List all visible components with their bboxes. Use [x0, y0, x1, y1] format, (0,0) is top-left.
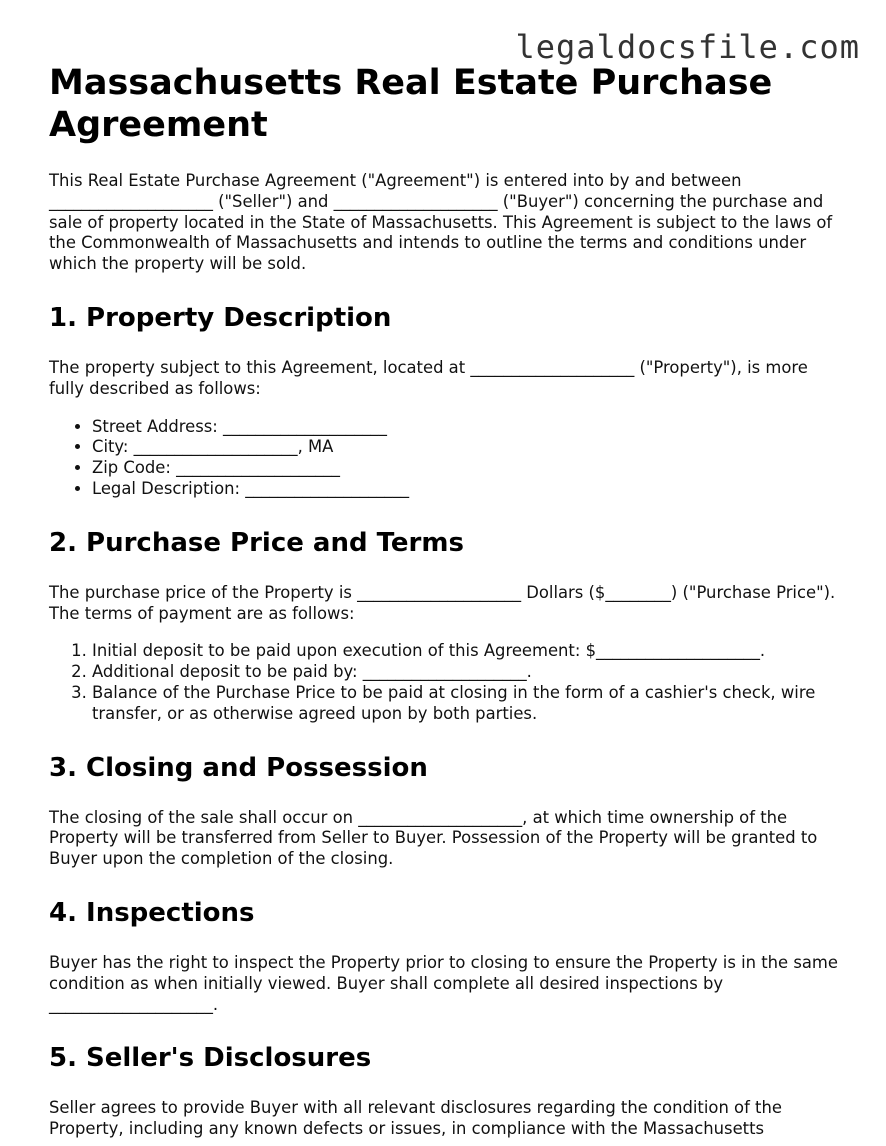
list-item: • Street Address: ____________________ — [92, 417, 839, 438]
list-item: • City: ____________________, MA — [92, 437, 839, 458]
section-text-closing: The closing of the sale shall occur on ____________________, at which time ownership of the Property will be transferred from Seller to Buyer. Possession of the Property will be granted to Buyer upon the completion of the closing. — [49, 807, 818, 869]
section-heading-disclosures: 5. Seller's Disclosures — [49, 1043, 372, 1074]
list-item: 2. Additional deposit to be paid by: ____________________. — [92, 662, 839, 683]
list-item: • Legal Description: ____________________ — [92, 479, 839, 500]
section-text-property-description: The property subject to this Agreement, located at ____________________ ("Property"), is more fully described as follows: — [49, 357, 808, 398]
section-heading-purchase-price: 2. Purchase Price and Terms — [49, 527, 464, 558]
section-text-purchase-price: The purchase price of the Property is ____________________ Dollars ($________) ("Purchase Price"). The terms of payment are as follows: — [49, 582, 836, 623]
section-text-inspections: Buyer has the right to inspect the Property prior to closing to ensure the Property is in the same condition as when initially viewed. Buyer shall complete all desired inspections by ____________________. — [49, 952, 838, 1014]
document-body — [49, 62, 839, 1140]
section-heading-property-description: 1. Property Description — [49, 302, 392, 333]
payment-terms-list — [49, 641, 839, 724]
section-heading-closing: 3. Closing and Possession — [49, 752, 428, 783]
list-item: 1. Initial deposit to be paid upon execution of this Agreement: $____________________. — [92, 641, 839, 662]
intro-paragraph: This Real Estate Purchase Agreement ("Agreement") is entered into by and between ____________________ ("Seller") and ____________________ ("Buyer") concerning the purchase and sale of property located in the State of Massachusetts. This Agreement is subject to the laws of the Commonwealth of Massachusetts and intends to outline the terms and conditions under which the property will be sold. — [49, 171, 833, 274]
section-text-disclosures: Seller agrees to provide Buyer with all relevant disclosures regarding the condition of the Property, including any known defects or issues, in compliance with the Massachusetts — [49, 1098, 782, 1139]
list-item: 3. Balance of the Purchase Price to be paid at closing in the form of a cashier's check, wire transfer, or as otherwise agreed upon by both parties. — [92, 683, 839, 725]
document-title: Massachusetts Real Estate Purchase Agreement — [49, 63, 773, 145]
list-item: • Zip Code: ____________________ — [92, 458, 839, 479]
watermark: legaldocsfile.com — [515, 28, 860, 66]
property-details-list — [49, 417, 839, 500]
section-heading-inspections: 4. Inspections — [49, 897, 255, 928]
